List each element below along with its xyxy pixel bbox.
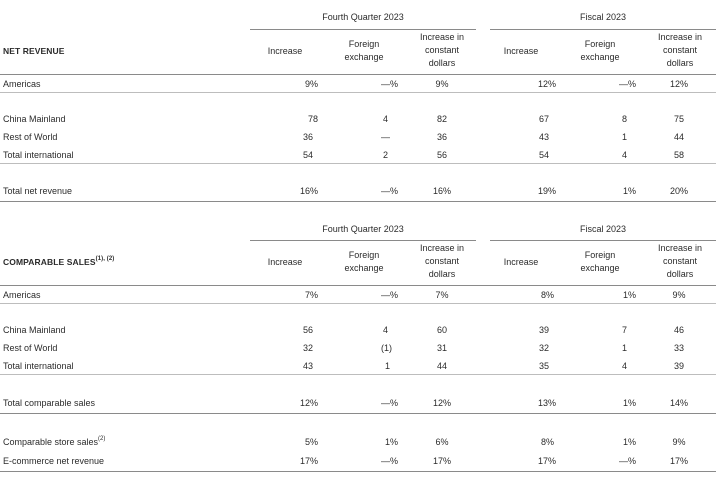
- col-header-constant: [648, 31, 712, 70]
- cell-fy-fx: 1%: [622, 290, 636, 300]
- cell-q4-increase: 12%: [299, 398, 318, 408]
- cell-fy-fx: 4: [621, 361, 627, 371]
- cell-fy-fx: —%: [618, 456, 636, 466]
- col-header-constant-line1: Increase in: [657, 243, 703, 253]
- cell-fy-fx: 1%: [622, 398, 636, 408]
- row-label: Total net revenue: [3, 186, 73, 196]
- col-header-fx-line1: Foreign: [584, 39, 616, 49]
- table-bottom-rule: [0, 471, 716, 472]
- cell-q4-increase: 5%: [304, 437, 318, 447]
- fy-header-rule: [490, 240, 716, 241]
- cell-q4-constant: 6%: [435, 437, 449, 447]
- row-rule: [0, 163, 716, 164]
- col-header-constant-line3: dollars: [428, 269, 456, 279]
- cell-q4-constant: 9%: [435, 79, 449, 89]
- row-label: China Mainland: [3, 114, 66, 124]
- cell-fy-fx: 4: [621, 150, 627, 160]
- cell-fy-increase: 8%: [540, 437, 554, 447]
- comparable-sales-title-text: COMPARABLE SALES: [3, 257, 96, 267]
- col-header-fx: [334, 249, 394, 275]
- footnote-marker: (2): [98, 436, 106, 442]
- fy-header-rule: [490, 29, 716, 30]
- col-header-constant-line1: Increase in: [657, 32, 703, 42]
- col-header-increase: Increase: [503, 257, 539, 267]
- row-label: China Mainland: [3, 325, 66, 335]
- col-header-fx: [334, 38, 394, 64]
- cell-fy-constant: 33: [673, 343, 684, 353]
- row-label: Rest of World: [3, 132, 58, 142]
- cell-fy-increase: 19%: [537, 186, 556, 196]
- col-header-constant-line2: constant: [424, 256, 460, 266]
- cell-q4-fx: 4: [382, 114, 388, 124]
- col-header-fx-line2: exchange: [344, 52, 384, 62]
- row-rule: [0, 92, 716, 93]
- cell-q4-increase: 56: [302, 325, 313, 335]
- cell-fy-fx: 1: [621, 132, 627, 142]
- cell-fy-increase: 43: [538, 132, 549, 142]
- col-header-fx: [570, 38, 630, 64]
- cell-q4-constant: 16%: [432, 186, 451, 196]
- col-header-constant: [410, 242, 474, 281]
- cell-q4-constant: 44: [436, 361, 447, 371]
- col-header-constant: [648, 242, 712, 281]
- cell-q4-constant: 82: [436, 114, 447, 124]
- col-header-constant-line2: constant: [424, 45, 460, 55]
- col-header-constant-line3: dollars: [666, 58, 694, 68]
- cell-fy-increase: 32: [538, 343, 549, 353]
- cell-fy-constant: 20%: [669, 186, 688, 196]
- cell-q4-fx: 4: [382, 325, 388, 335]
- header-bottom-rule: [0, 285, 716, 286]
- q4-group-header: Fourth Quarter 2023: [322, 12, 404, 22]
- table-bottom-rule: [0, 201, 716, 202]
- row-label: Americas: [3, 290, 41, 300]
- col-header-constant: [410, 31, 474, 70]
- cell-fy-increase: 35: [538, 361, 549, 371]
- cell-fy-fx: 7: [621, 325, 627, 335]
- cell-fy-constant: 9%: [672, 290, 686, 300]
- row-label: E-commerce net revenue: [3, 456, 105, 466]
- cell-fy-constant: 12%: [669, 79, 688, 89]
- cell-q4-constant: 60: [436, 325, 447, 335]
- cell-q4-fx: (1): [381, 343, 392, 353]
- cell-fy-increase: 13%: [537, 398, 556, 408]
- col-header-increase: Increase: [267, 46, 303, 56]
- footnote-marker: (1), (2): [95, 256, 115, 262]
- cell-fy-constant: 17%: [669, 456, 688, 466]
- cell-q4-increase: 9%: [304, 79, 318, 89]
- q4-header-rule: [250, 29, 476, 30]
- col-header-fx-line2: exchange: [580, 263, 620, 273]
- cell-q4-increase: 32: [302, 343, 313, 353]
- cell-fy-constant: 46: [673, 325, 684, 335]
- fy-group-header: Fiscal 2023: [579, 224, 627, 234]
- q4-group-header: Fourth Quarter 2023: [322, 224, 404, 234]
- cell-fy-increase: 39: [538, 325, 549, 335]
- col-header-constant-line1: Increase in: [419, 243, 465, 253]
- cell-fy-fx: 1%: [622, 186, 636, 196]
- cell-fy-increase: 54: [538, 150, 549, 160]
- col-header-fx: [570, 249, 630, 275]
- cell-q4-fx: —: [381, 132, 390, 142]
- cell-fy-fx: 1%: [622, 437, 636, 447]
- col-header-fx-line1: Foreign: [348, 250, 380, 260]
- cell-q4-fx: 1%: [384, 437, 398, 447]
- cell-q4-increase: 36: [302, 132, 313, 142]
- row-label-text: Comparable store sales: [3, 437, 99, 447]
- fy-group-header: Fiscal 2023: [579, 12, 627, 22]
- col-header-constant-line2: constant: [662, 256, 698, 266]
- cell-fy-increase: 12%: [537, 79, 556, 89]
- cell-q4-constant: 12%: [432, 398, 451, 408]
- cell-fy-increase: 8%: [540, 290, 554, 300]
- comparable-sales-title: [3, 257, 114, 267]
- cell-fy-constant: 75: [673, 114, 684, 124]
- cell-q4-fx: —%: [380, 456, 398, 466]
- cell-fy-fx: —%: [618, 79, 636, 89]
- row-label: Rest of World: [3, 343, 58, 353]
- cell-q4-constant: 7%: [435, 290, 449, 300]
- cell-fy-constant: 39: [673, 361, 684, 371]
- row-rule: [0, 374, 716, 375]
- row-rule: [0, 413, 716, 414]
- cell-fy-constant: 58: [673, 150, 684, 160]
- col-header-increase: Increase: [503, 46, 539, 56]
- row-label: Total international: [3, 361, 74, 371]
- col-header-constant-line3: dollars: [428, 58, 456, 68]
- cell-q4-increase: 78: [307, 114, 318, 124]
- cell-q4-increase: 43: [302, 361, 313, 371]
- cell-fy-constant: 44: [673, 132, 684, 142]
- row-label: Total international: [3, 150, 74, 160]
- cell-fy-constant: 9%: [672, 437, 686, 447]
- col-header-fx-line2: exchange: [580, 52, 620, 62]
- row-label: Americas: [3, 79, 41, 89]
- cell-q4-constant: 56: [436, 150, 447, 160]
- cell-q4-increase: 16%: [299, 186, 318, 196]
- row-label: Total comparable sales: [3, 398, 96, 408]
- q4-header-rule: [250, 240, 476, 241]
- cell-q4-fx: 1: [384, 361, 390, 371]
- cell-q4-fx: —%: [380, 186, 398, 196]
- net-revenue-title: NET REVENUE: [3, 46, 65, 56]
- cell-fy-fx: 1: [621, 343, 627, 353]
- col-header-increase: Increase: [267, 257, 303, 267]
- col-header-constant-line1: Increase in: [419, 32, 465, 42]
- row-rule: [0, 303, 716, 304]
- col-header-constant-line2: constant: [662, 45, 698, 55]
- cell-fy-constant: 14%: [669, 398, 688, 408]
- cell-q4-increase: 54: [302, 150, 313, 160]
- col-header-constant-line3: dollars: [666, 269, 694, 279]
- cell-q4-fx: —%: [380, 290, 398, 300]
- cell-q4-increase: 17%: [299, 456, 318, 466]
- header-bottom-rule: [0, 74, 716, 75]
- cell-q4-fx: —%: [380, 398, 398, 408]
- cell-fy-fx: 8: [621, 114, 627, 124]
- row-label: [3, 437, 105, 447]
- cell-fy-increase: 17%: [537, 456, 556, 466]
- cell-q4-fx: 2: [382, 150, 388, 160]
- cell-fy-increase: 67: [538, 114, 549, 124]
- cell-q4-constant: 17%: [432, 456, 451, 466]
- cell-q4-increase: 7%: [304, 290, 318, 300]
- col-header-fx-line2: exchange: [344, 263, 384, 273]
- cell-q4-constant: 31: [436, 343, 447, 353]
- col-header-fx-line1: Foreign: [348, 39, 380, 49]
- cell-q4-fx: —%: [380, 79, 398, 89]
- cell-q4-constant: 36: [436, 132, 447, 142]
- col-header-fx-line1: Foreign: [584, 250, 616, 260]
